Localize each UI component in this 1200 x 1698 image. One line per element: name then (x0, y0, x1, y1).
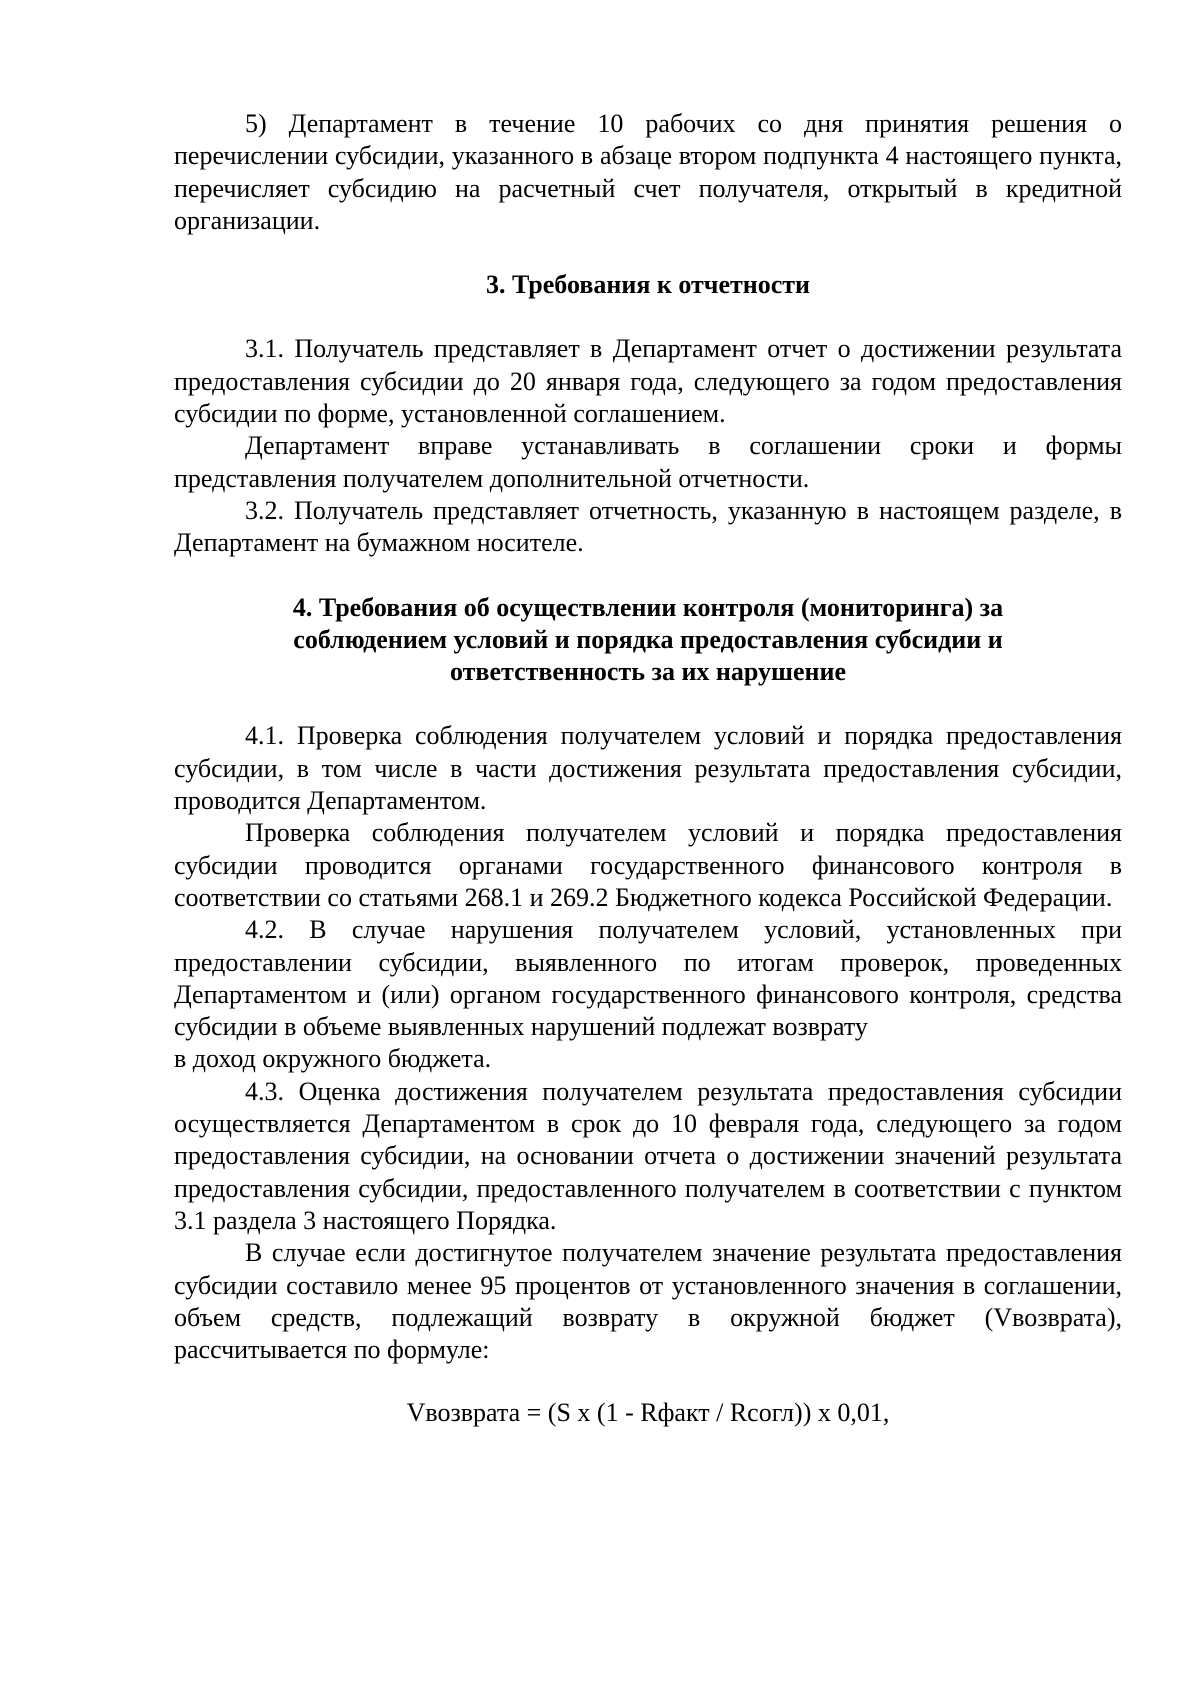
paragraph-3-1-additional: Департамент вправе устанавливать в соглашении сроки и формы представления получателем дополнительной отчетности. (174, 431, 1122, 493)
section-4-heading-line-3: ответственность за их нарушение (449, 657, 847, 687)
section-4-heading (174, 592, 1122, 689)
paragraph-3-1: 3.1. Получатель представляет в Департамент отчет о достижении результата предоставления субсидии до 20 января года, следующего за годом предоставления субсидии по форме, установленной соглашением. (174, 334, 1122, 429)
document-page (174, 108, 1122, 1430)
paragraph-4-3-additional: В случае если достигнутое получателем значение результата предоставления субсидии составило менее 95 процентов от установленного значения в соглашении, объем средств, подлежащий возврату в окружной бюджет (Vвозврата), рассчитывается по формуле: (174, 1238, 1122, 1365)
paragraph-4-2: 4.2. В случае нарушения получателем условий, установленных при предоставлении субсидии, выявленного по итогам проверок, проведенных Департаментом и (или) органом государственного финансового контроля, средства субсидии в объеме выявленных нарушений подлежат возврату (174, 915, 1122, 1042)
paragraph-4-3: 4.3. Оценка достижения получателем результата предоставления субсидии осуществляется Департаментом в срок до 10 февраля года, следующего за годом предоставления субсидии, на основании отчета о достижении значений результата предоставления субсидии, предоставленного получателем в соответствии с пунктом 3.1 раздела 3 настоящего Порядка. (174, 1076, 1122, 1235)
paragraph-4-1-additional: Проверка соблюдения получателем условий и порядка предоставления субсидии проводится органами государственного финансового контроля в соответствии со статьями 268.1 и 269.2 Бюджетного кодекса Российской Федерации. (174, 818, 1122, 912)
section-4-heading-line-2: соблюдением условий и порядка предоставления субсидии и (293, 624, 1003, 654)
return-amount-formula: Vвозврата = (S x (1 - Rфакт / Rсогл)) x 0,01, (406, 1398, 890, 1428)
paragraph-item-5: 5) Департамент в течение 10 рабочих со дня принятия решения о перечислении субсидии, указанного в абзаце втором подпункта 4 настоящего пункта, перечисляет субсидию на расчетный счет получателя, открытый в кредитной организации. (174, 109, 1122, 235)
paragraph-4-1: 4.1. Проверка соблюдения получателем условий и порядка предоставления субсидии, в том числе в части достижения результата предоставления субсидии, проводится Департаментом. (174, 721, 1122, 816)
section-4-heading-line-1: 4. Требования об осуществлении контроля (мониторинга) за (292, 592, 1004, 622)
section-3-heading: 3. Требования к отчетности (485, 270, 811, 300)
paragraph-3-2: 3.2. Получатель представляет отчетность, указанную в настоящем разделе, в Департамент на бумажном носителе. (174, 495, 1122, 558)
paragraph-4-2-continuation: в доход окружного бюджета. (174, 1044, 492, 1074)
